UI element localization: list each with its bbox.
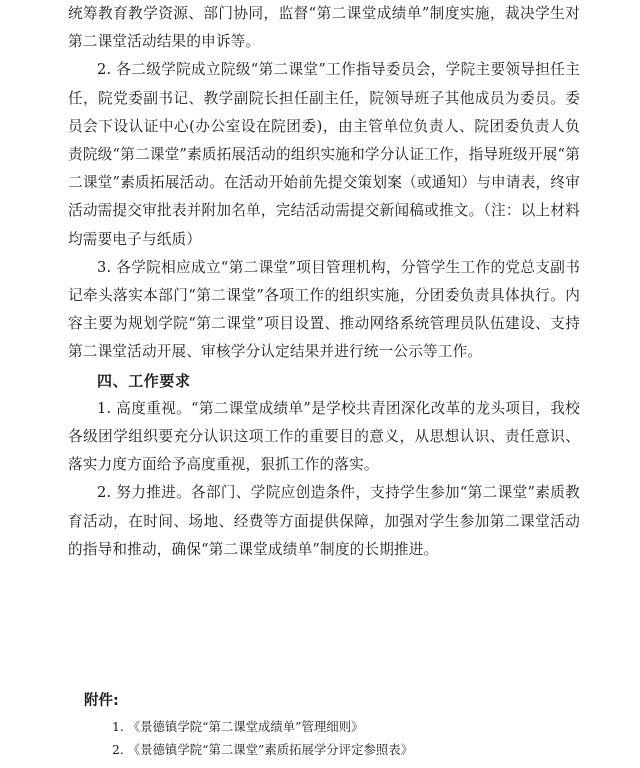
- attachment-item-1: 1. 《景德镇学院“第二课堂成绩单”管理细则》: [112, 719, 364, 734]
- section-heading: 四、工作要求: [97, 371, 191, 390]
- document-body: [68, 0, 580, 564]
- attachment-item-2: 2. 《景德镇学院“第二课堂”素质拓展学分评定参照表》: [112, 741, 414, 757]
- attachments-title: 附件:: [84, 693, 119, 709]
- paragraph-item-3: 3. 各学院相应成立“第二课堂”项目管理机构，分管学生工作的党总支副书记牵头落实本部门“第二课堂”各项工作的组织实施，分团委负责具体执行。内容主要为规划学院“第二课堂”项目设置、推动网络系统管理员队伍建设、支持第二课堂活动开展、审核学分认定结果并进行统一公示等工作。: [68, 258, 580, 361]
- requirement-item-2: 2. 努力推进。各部门、学院应创造条件，支持学生参加“第二课堂”素质教育活动，在时间、场地、经费等方面提供保障，加强对学生参加第二课堂活动的指导和推动，确保“第二课堂成绩单”制度的长期推进。: [68, 484, 580, 558]
- requirement-item-1: 1. 高度重视。“第二课堂成绩单”是学校共青团深化改革的龙头项目，我校各级团学组织要充分认识这项工作的重要目的意义，从思想认识、责任意识、落实力度方面给予高度重视，狠抓工作的落实。: [68, 399, 580, 474]
- attachments-list: [112, 716, 413, 761]
- paragraph-item-2: 2. 各二级学院成立院级“第二课堂”工作指导委员会，学院主要领导担任主任，院党委副书记、教学副院长担任副主任，院领导班子其他成员为委员。委员会下设认证中心(办公室设在院团委)，由主管单位负责人、院团委负责人负责院级“第二课堂”素质拓展活动的组织实施和学分认证工作，指导班级开展“第二课堂”素质拓展活动。在活动开始前先提交策划案（或通知）与申请表，终审活动需提交审批表并附加名单，完结活动需提交新闻稿或推文。（注：以上材料均需要电子与纸质）: [68, 61, 580, 248]
- paragraph-continuation: 统筹教育教学资源、部门协同，监督“第二课堂成绩单”制度实施，裁决学生对第二课堂活动结果的申诉等。: [68, 5, 580, 51]
